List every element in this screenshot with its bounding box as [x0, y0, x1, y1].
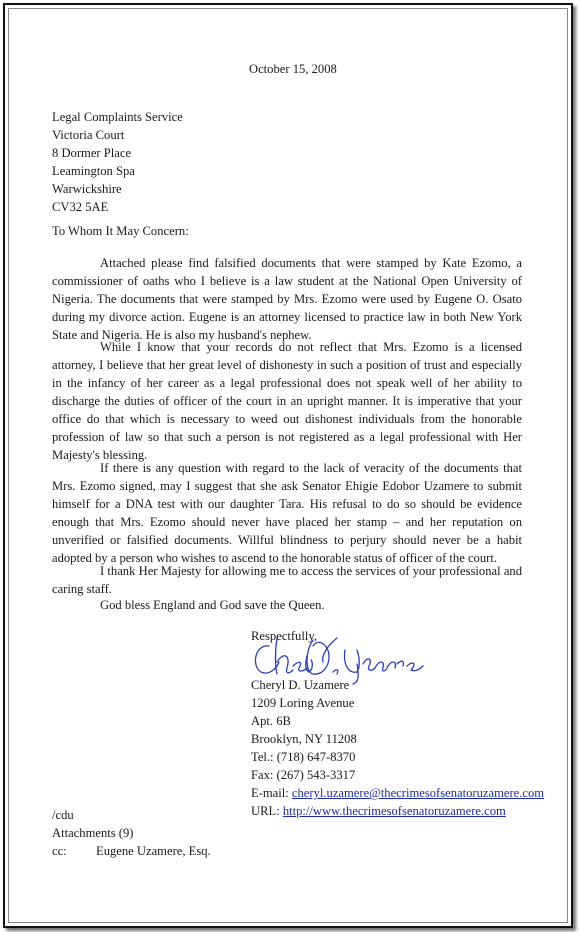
sender-fax: Fax: (267) 543-3317	[251, 768, 356, 782]
website-link[interactable]: http://www.thecrimesofsenatoruzamere.com	[282, 804, 506, 818]
cc-name: Eugene Uzamere, Esq.	[96, 844, 211, 858]
body-paragraph: God bless England and God save the Queen.	[100, 598, 325, 612]
address-line: Leamington Spa	[52, 164, 135, 178]
recipient-address	[52, 108, 183, 216]
sender-street: 1209 Loring Avenue	[251, 696, 355, 710]
sender-tel: Tel.: (718) 647-8370	[251, 750, 356, 764]
cc-row	[52, 842, 211, 860]
sender-city: Brooklyn, NY 11208	[251, 732, 357, 746]
body-paragraph: Attached please find falsified documents that were stamped by Kate Ezomo, a commissioner of oaths who I believe is a law student at the National Open University of Nigeria. The documents that were stamped by Mrs. Ezomo were used by Eugene O. Osato during my divorce action. Eugene is an attorney licensed to practice law in both New York State and Nigeria. He is also my husband's nephew.	[52, 256, 522, 342]
body-paragraph: While I know that your records do not reflect that Mrs. Ezomo is a licensed attorney, I believe that her great level of dishonesty in such a position of trust and especially in the infancy of her career as a legal professional does not speak well of her ability to discharge the duties of officer of the court in an upright manner. It is imperative that your office do that which is necessary to weed out dishonest individuals from the honorable profession of law so that such a person is not registered as a legal professional with Her Majesty's blessing.	[52, 340, 522, 462]
address-line: Warwickshire	[52, 182, 122, 196]
initials: /cdu	[52, 808, 74, 822]
body-paragraph: I thank Her Majesty for allowing me to access the services of your professional and caring staff.	[52, 564, 522, 596]
letter-footer	[52, 806, 211, 860]
address-line: Legal Complaints Service	[52, 110, 183, 124]
sender-name: Cheryl D. Uzamere	[251, 678, 350, 692]
salutation: To Whom It May Concern:	[52, 224, 189, 238]
address-line: Victoria Court	[52, 128, 125, 142]
closing: Respectfully,	[251, 629, 317, 643]
cc-label: cc:	[52, 844, 67, 858]
sender-block	[251, 676, 544, 820]
url-label: URL:	[251, 804, 283, 818]
email-label: E-mail:	[251, 786, 292, 800]
sender-email-row	[251, 784, 544, 802]
address-line: CV32 5AE	[52, 200, 109, 214]
sender-url-row	[251, 802, 544, 820]
letter-date: October 15, 2008	[249, 62, 337, 76]
email-link[interactable]: cheryl.uzamere@thecrimesofsenatoruzamere.com	[291, 786, 545, 800]
address-line: 8 Dormer Place	[52, 146, 132, 160]
body-paragraph: If there is any question with regard to the lack of veracity of the documents that Mrs. Ezomo signed, may I suggest that she ask Senator Ehigie Edobor Uzamere to submit himself for a DNA test with our daughter Tara. His refusal to do so should be evidence enough that Mrs. Ezomo should never have placed her stamp – and her reputation on unverified or falsified documents. Willful blindness to perjury should never be a habit adopted by a person who wishes to ascend to the honorable status of officer of the court.	[52, 461, 522, 565]
attachments-note: Attachments (9)	[52, 826, 134, 840]
sender-apt: Apt. 6B	[251, 714, 291, 728]
